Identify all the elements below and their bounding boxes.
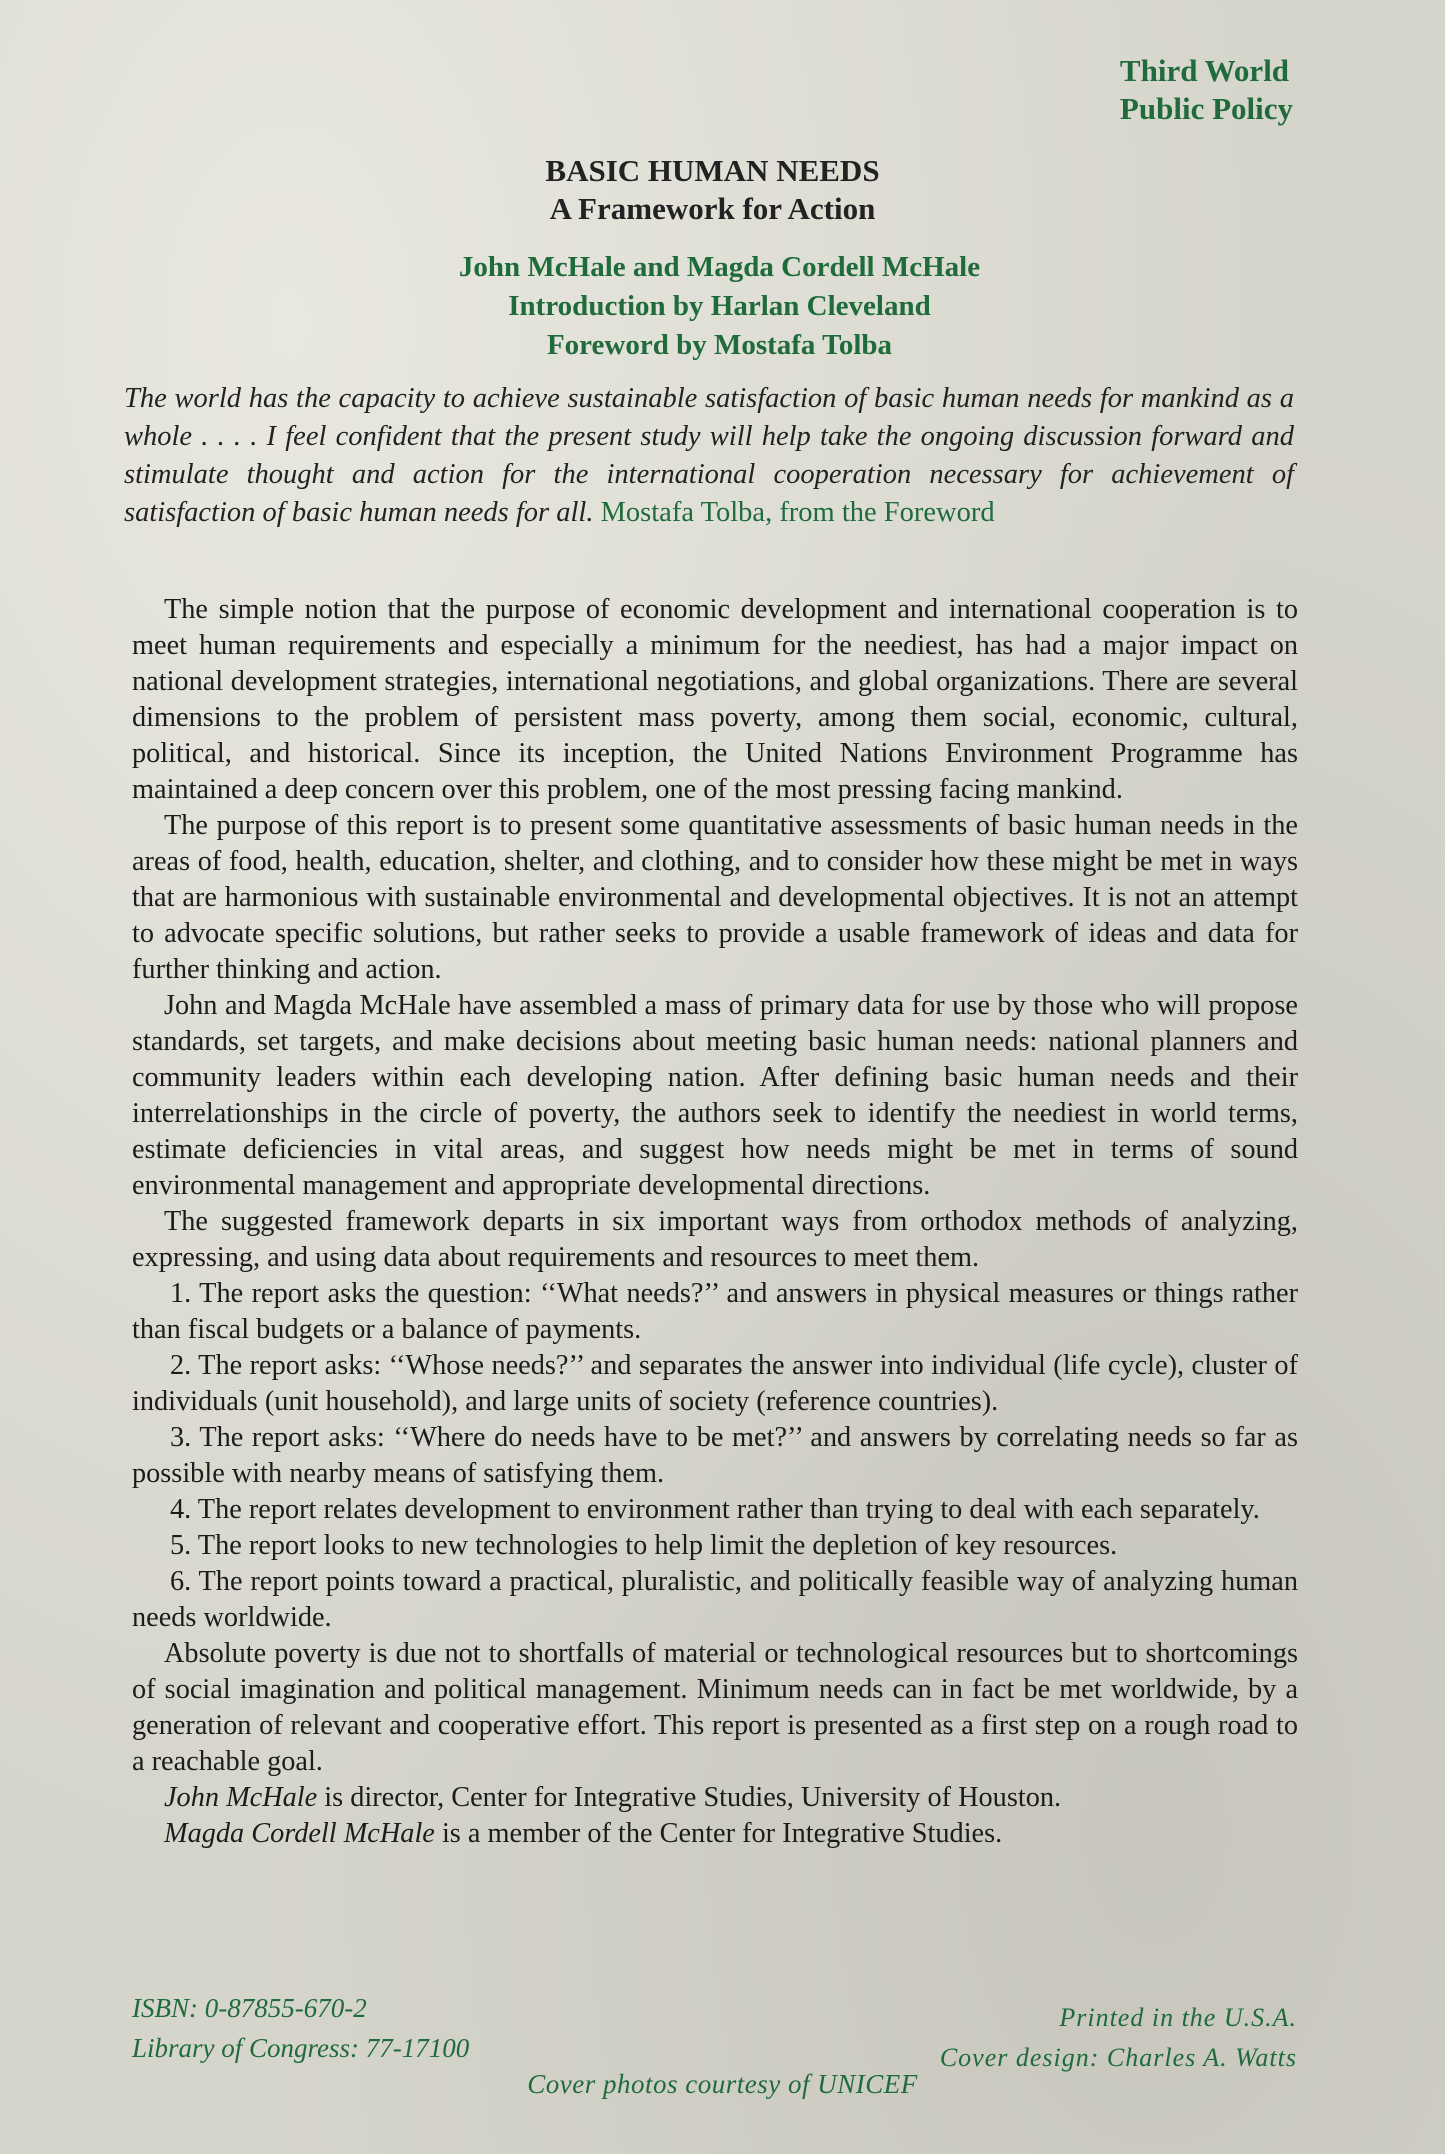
series-line-1: Third World (1119, 53, 1290, 88)
list-item-3: 3. The report asks: ‘‘Where do needs have to be met?’’ and answers by correlating needs so far as possible with nearby means of satisfying them. (132, 1422, 1298, 1489)
foreword-quote (124, 380, 1294, 532)
bio-2-text: is a member of the Center for Integrative Studies. (434, 1818, 1003, 1849)
credits (0, 248, 1442, 365)
library-of-congress: Library of Congress: 77-17100 (132, 2033, 470, 2063)
bio-1-text: is director, Center for Integrative Studies, University of Houston. (317, 1782, 1062, 1813)
book-title (0, 152, 1435, 228)
isbn: ISBN: 0-87855-670-2 (132, 1993, 367, 2023)
quote-text: The world has the capacity to achieve sustainable satisfaction of basic human needs for mankind as a whole . . . . I feel confident that the present study will help take the ongoing discussion forward and stimulate thought and action for the international cooperation necessary for achievement of satisfaction of basic human needs for all. (124, 383, 1294, 528)
paragraph-2: The purpose of this report is to present some quantitative assessments of basic human needs in the areas of food, health, education, shelter, and clothing, and to consider how these might be met in ways that are harmonious with sustainable environmental and developmental objectives. It is not an attempt to advocate specific solutions, but rather seeks to provide a usable framework of ideas and data for further thinking and action. (132, 810, 1298, 985)
introduction-credit: Introduction by Harlan Cleveland (508, 290, 931, 322)
list-item-5: 5. The report looks to new technologies to help limit the depletion of key resources. (170, 1530, 1118, 1561)
paragraph-1: The simple notion that the purpose of economic development and international cooperation is to meet human requirements and especially a minimum for the neediest, has had a major impact on national development strategies, international negotiations, and global organizations. There are several dimensions to the problem of persistent mass poverty, among them social, economic, cultural, political, and historical. Since its inception, the United Nations Environment Programme has maintained a deep concern over this problem, one of the most pressing facing mankind. (132, 594, 1298, 805)
printed-in: Printed in the U.S.A. (1059, 2003, 1297, 2032)
foreword-credit: Foreword by Mostafa Tolba (546, 329, 893, 361)
paragraph-4: The suggested framework departs in six important ways from orthodox methods of analyzing, expressing, and using data about requirements and resources to meet them. (132, 1206, 1298, 1273)
cover-design-credit: Cover design: Charles A. Watts (939, 2043, 1297, 2072)
description-body (132, 592, 1298, 1852)
publication-info (132, 1988, 469, 2068)
photo-credit: Cover photos courtesy of UNICEF (527, 2069, 918, 2099)
paragraph-3: John and Magda McHale have assembled a mass of primary data for use by those who will propose standards, set targets, and make decisions about meeting basic human needs: national planners and community leaders within each developing nation. After defining basic human needs and their interrelationships in the circle of poverty, the authors seek to identify the neediest in world terms, estimate deficiencies in vital areas, and suggest how needs might be met in terms of sound environmental management and appropriate developmental directions. (132, 990, 1298, 1201)
title-main: BASIC HUMAN NEEDS (545, 153, 880, 188)
list-item-2: 2. The report asks: ‘‘Whose needs?’’ and separates the answer into individual (life cycle), cluster of individuals (unit household), and large units of society (reference countries). (132, 1350, 1298, 1417)
quote-source: Mostafa Tolba, from the Foreword (600, 497, 995, 528)
paragraph-5: Absolute poverty is due not to shortfalls of material or technological resources but to shortcomings of social imagination and political management. Minimum needs can in fact be met worldwide, by a generation of relevant and cooperative effort. This report is presented as a first step on a rough road to a reachable goal. (132, 1638, 1298, 1777)
bio-1-name: John McHale (164, 1782, 318, 1813)
list-item-4: 4. The report relates development to environment rather than trying to deal with each separately. (170, 1494, 1260, 1525)
author-bio-1 (132, 1780, 1298, 1816)
list-item-6: 6. The report points toward a practical, pluralistic, and politically feasible way of analyzing human needs worldwide. (132, 1566, 1298, 1633)
bio-2-name: Magda Cordell McHale (164, 1818, 435, 1849)
series-line-2: Public Policy (1119, 91, 1293, 126)
author-bio-2 (132, 1816, 1298, 1852)
list-item-1: 1. The report asks the question: ‘‘What needs?’’ and answers in physical measures or things rather than fiscal budgets or a balance of payments. (132, 1278, 1298, 1345)
title-subtitle: A Framework for Action (549, 191, 876, 226)
series-label (1120, 52, 1293, 128)
author-names: John McHale and Magda Cordell McHale (458, 251, 981, 283)
